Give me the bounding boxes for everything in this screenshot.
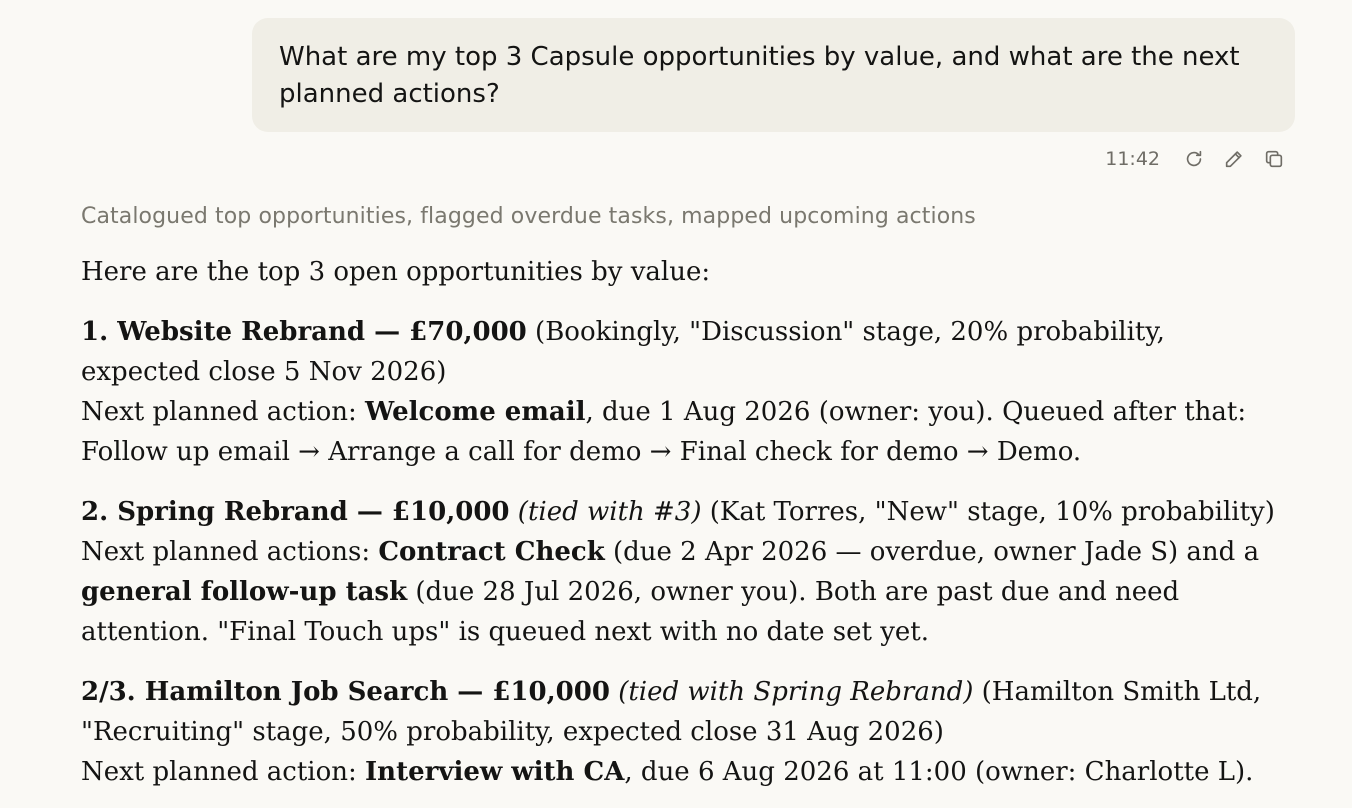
next-action-label: Next planned action:: [81, 757, 366, 787]
opportunity-summary: [81, 312, 1281, 392]
assistant-response: [81, 252, 1281, 808]
edit-icon[interactable]: [1222, 147, 1246, 171]
user-message-text: What are my top 3 Capsule opportunities by value, and what are the next planned actions?: [279, 42, 1240, 109]
opportunity-summary: [81, 672, 1281, 752]
user-message-bubble: [252, 18, 1295, 132]
next-action-label: Next planned action:: [81, 397, 366, 427]
opportunity-heading: 2. Spring Rebrand — £10,000: [81, 497, 510, 527]
response-intro: Here are the top 3 open opportunities by value:: [81, 257, 711, 287]
next-action-details: (due 2 Apr 2026 — overdue, owner Jade S) and a: [604, 537, 1260, 567]
copy-icon[interactable]: [1262, 147, 1286, 171]
opportunity-item: [81, 312, 1281, 472]
next-action-details: , due 1 Aug 2026 (owner: you). Queued after that: Follow up email → Arrange a call for demo → Final check for demo → Demo.: [81, 397, 1247, 467]
opportunity-next-actions: [81, 532, 1281, 652]
opportunity-next-actions: [81, 752, 1281, 792]
opportunity-tie-note: (tied with Spring Rebrand): [609, 677, 974, 707]
opportunity-summary: [81, 492, 1281, 532]
opportunity-item: [81, 492, 1281, 652]
next-action-details: , due 6 Aug 2026 at 11:00 (owner: Charlotte L).: [624, 757, 1254, 787]
opportunity-tie-note: (tied with #3): [509, 497, 702, 527]
next-action-label: Next planned actions:: [81, 537, 379, 567]
next-action-name-secondary: general follow-up task: [81, 577, 408, 607]
opportunity-details: (Kat Torres, "New" stage, 10% probability): [701, 497, 1275, 527]
next-action-name: Interview with CA: [365, 757, 625, 787]
retry-icon[interactable]: [1182, 147, 1206, 171]
message-timestamp: 11:42: [1105, 148, 1160, 170]
opportunity-heading: 1. Website Rebrand — £70,000: [81, 317, 527, 347]
next-action-details-secondary: (due 28 Jul 2026, owner you). Both are past due and need attention. "Final Touch ups" is queued next with no date set yet.: [81, 577, 1180, 647]
next-action-name: Contract Check: [378, 537, 605, 567]
opportunity-details: (Bookingly, "Discussion" stage, 20% probability, expected close 5 Nov 2026): [81, 317, 1165, 387]
opportunity-details: (Hamilton Smith Ltd, "Recruiting" stage, 50% probability, expected close 31 Aug 2026): [81, 677, 1262, 747]
message-meta-bar: [1105, 144, 1286, 174]
opportunity-heading: 2/3. Hamilton Job Search — £10,000: [81, 677, 610, 707]
next-action-name: Welcome email: [365, 397, 586, 427]
opportunity-next-actions: [81, 392, 1281, 472]
assistant-status-summary[interactable]: Catalogued top opportunities, flagged overdue tasks, mapped upcoming actions: [81, 204, 976, 229]
opportunity-item: [81, 672, 1281, 792]
